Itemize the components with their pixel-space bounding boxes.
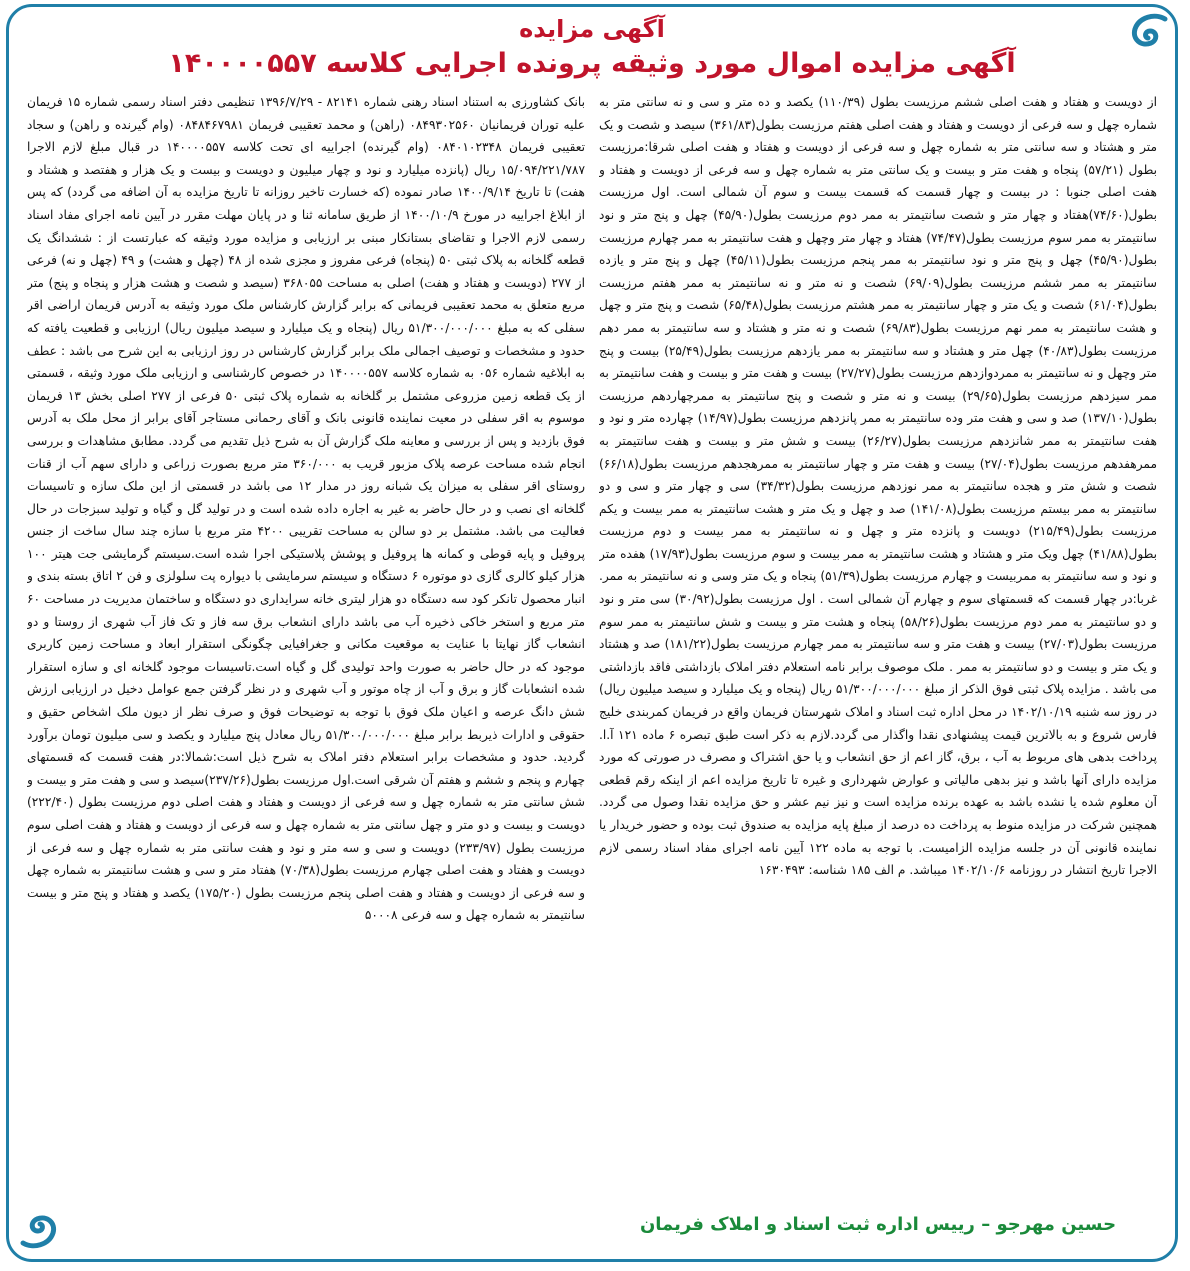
right-column [27,91,585,1247]
left-column [599,91,1157,1247]
ad-header [9,13,1175,83]
left-column-text: از دویست و هفتاد و هفت اصلی ششم مرزیست بطول (۱۱۰/۳۹) یکصد و ده متر و سی و نه سانتی متر به شماره چهل و سه فرعی از دویست و هفتاد و هفت اصلی هفتم مرزیست بطول(۳۶۱/۸۳) سیصد و شصت و یک متر و هشتاد و سه سانتی متر به شماره چهل و سه فرعی از دویست و هفتاد و هفت اصلی شرقا:مرزیست بطول (۵۷/۲۱) پنجاه و هفت متر و بیست و یک سانتی متر به شماره چهل و سه فرعی از دویست و هفتاد و هفت اصلی جنوبا : در بیست و چهار قسمت که قسمت بیست و سوم آن شمالی است. اول مرزیست بطول(۷۴/۶۰)هفتاد و چهار متر و شصت سانتیمتر به ممر دوم مرزیست بطول(۴۵/۹۰) چهل و پنج متر و نود سانتیمتر به ممر سوم مرزیست بطول(۷۴/۴۷) هفتاد و چهار متر وچهل و هفت سانتیمتر به ممر چهارم مرزیست بطول(۴۵/۹۰) چهل و پنج متر و نود سانتیمتر به ممر پنجم مرزیست بطول(۴۵/۱۱) چهل و پنج متر و یازده سانتیمتر به ممر ششم مرزیست بطول(۶۹/۰۹) شصت و نه متر و نه سانتیمتر به ممر هفتم مرزیست بطول(۶۱/۰۴) شصت و یک متر و چهار سانتیمتر به ممر هشتم مرزیست بطول(۶۵/۴۸) شصت و پنج متر و چهل و هشت سانتیمتر به ممر نهم مرزیست بطول(۶۹/۸۳) شصت و نه متر و هشتاد و سه سانتیمتر به ممر دهم مرزیست بطول(۴۰/۸۳) چهل متر و هشتاد و سه سانتیمتر به ممر یازدهم مرزیست بطول(۲۵/۴۹) بیست و پنج متر وچهل و نه سانتیمتر به ممردوازدهم مرزیست بطول(۲۷/۲۷) بیست و هفت متر و بیست و هفت سانتیمتر به ممر سیزدهم مرزیست بطول(۲۹/۶۵) بیست و نه متر و شصت و پنج سانتیمتر به ممرچهاردهم مرزیست بطول(۱۳۷/۱۰) صد و سی و هفت متر وده سانتیمتر به ممر پانزدهم مرزیست بطول(۱۴/۹۷) چهارده متر و نود و هفت سانتیمتر به ممر شانزدهم مرزیست بطول(۲۶/۲۷) بیست و شش متر و بیست و هفت سانتیمتر به ممرهفدهم مرزیست بطول(۲۷/۰۴) بیست و هفت متر و چهار سانتیمتر به ممرهجدهم مرزیست بطول(۶۶/۱۸) شصت و شش متر و هجده سانتیمتر به ممر نوزدهم مرزیست بطول(۳۴/۳۲) سی و چهار متر و سی و دو سانتیمتر به ممر بیستم مرزیست بطول(۱۴۱/۰۸) صد و چهل و یک متر و هشت سانتیمتر به ممر بیست و یکم مرزیست بطول(۲۱۵/۴۹) دویست و پانزده متر و چهل و نه سانتیمتر به ممر بیست و دوم مرزیست بطول(۴۱/۸۸) چهل ویک متر و هشتاد و هشت سانتیمتر به ممر بیست و سوم مرزیست بطول(۱۷/۹۳) هفده متر و نود و سه سانتیمتر به ممربیست و چهارم مرزیست بطول(۵۱/۳۹) پنجاه و یک متر وسی و نه سانتیمتر به ممر. غربا:در چهار قسمت که قسمتهای سوم و چهارم آن شمالی است . اول مرزیست بطول(۳۰/۹۲) سی متر و نود و دو سانتیمتر به ممر دوم مرزیست بطول(۵۸/۲۶) پنجاه و هشت متر و بیست و شش سانتیمتر به ممر سوم مرزیست بطول(۲۷/۰۳) بیست و هفت متر و سه سانتیمتر به ممر چهارم مرزیست بطول(۱۸۱/۲۲) صد و هشتاد و یک متر و بیست و دو سانتیمتر به ممر . ملک موصوف برابر نامه استعلام دفتر املاک بازداشتی فاقد بازداشتی می باشد . مزایده پلاک ثبتی فوق الذکر از مبلغ ۵۱/۳۰۰/۰۰۰/۰۰۰ ریال (پنجاه و یک میلیارد و سیصد میلیون ریال) در روز سه شنبه ۱۴۰۲/۱۰/۱۹ در محل اداره ثبت اسناد و املاک شهرستان فریمان واقع در فریمان کمربندی خلیج فارس شروع و به بالاترین قیمت پیشنهادی نقدا واگذار می گردد.لازم به ذکر است طبق تبصره ۶ ماده ۱۲۱ آ.ا. پرداخت بدهی های مربوط به آب ، برق، گاز اعم از حق انشعاب و یا حق اشتراک و مصرف در صورتی که مورد مزایده دارای آنها باشد و نیز بدهی مالیاتی و عوارض شهرداری و غیره تا تاریخ مزایده اعم از اینکه رقم قطعی آن معلوم شده یا نشده باشد به عهده برنده مزایده است و نیز نیم عشر و حق مزایده نقدا وصول می گردد. همچنین شرکت در مزایده منوط به پرداخت ده درصد از مبلغ پایه مزایده به صندوق ثبت بوده و حضور خریدار یا نماینده قانونی آن در جلسه مزایده الزامیست. با توجه به ماده ۱۲۲ آیین نامه اجرای مفاد اسناد رسمی لازم الاجرا تاریخ انتشار در روزنامه ۱۴۰۲/۱۰/۶ میباشد. م الف ۱۸۵ شناسه: ۱۶۳۰۴۹۳ [599,95,1157,878]
signature: حسین مهرجو – رییس اداره ثبت اسناد و املاک فریمان [639,1214,1117,1236]
ad-frame [6,4,1178,1262]
ad-title: آگهی مزایده [519,15,665,43]
ad-subtitle: آگهی مزایده اموال مورد وثیقه پرونده اجرایی کلاسه ۱۴۰۰۰۰۵۵۷ [168,48,1016,79]
ad-body [27,91,1157,1247]
right-column-text: بانک کشاورزی به استناد اسناد رهنی شماره ۸۲۱۴۱ - ۱۳۹۶/۷/۲۹ تنظیمی دفتر اسناد رسمی شماره ۱۵ فریمان علیه توران فریمانیان ۰۸۴۹۳۰۲۵۶۰ (راهن) و محمد تعقیبی فریمان ۰۸۴۸۴۶۷۹۸۱ (وام گیرنده و راهن) و سجاد تعقیبی فریمان ۰۸۴۰۱۰۲۳۴۸ (وام گیرنده) اجراییه ای تحت کلاسه ۱۴۰۰۰۰۵۵۷ در قبال مبلغ لازم الاجرا ۱۵/۰۹۴/۲۲۱/۷۸۷ ریال (پانزده میلیارد و نود و چهار میلیون و دویست و بیست و یک هزار و هفتصد و هشتاد و هفت) تا تاریخ ۱۴۰۰/۹/۱۴ صادر نموده (که خسارت تاخیر روزانه تا تاریخ مزایده به آن اضافه می گردد) که پس از ابلاغ اجراییه در مورخ ۱۴۰۰/۱۰/۹ از طریق سامانه ثنا و در پایان مهلت مقرر در آیین نامه اجرای مفاد اسناد رسمی لازم الاجرا و تقاضای بستانکار مبنی بر ارزیابی و مزایده مورد وثیقه که عبارتست از : ششدانگ یک قطعه گلخانه به پلاک ثبتی ۵۰ (پنجاه) فرعی مفروز و مجزی شده از ۴۸ (چهل و هشت) و ۴۹ (چهل و نه) فرعی از ۲۷۷ (دویست و هفتاد و هفت) اصلی به مساحت ۳۶۸۰۵۵ (سیصد و شصت و هشت هزار و پنجاه و پنج) متر مربع متعلق به محمد تعقیبی فریمانی که برابر گزارش کارشناس ملک مورد وثیقه به آدرس فریمان اراضی اقر سفلی که به مبلغ ۵۱/۳۰۰/۰۰۰/۰۰۰ ریال (پنجاه و یک میلیارد و سیصد میلیون ریال) ارزیابی و قطعیت یافته که حدود و مشخصات و توصیف اجمالی ملک برابر گزارش کارشناس در روز ارزیابی به این شرح می باشد : عطف به ابلاغیه شماره ۰۵۶ به شماره کلاسه ۱۴۰۰۰۰۵۵۷ در خصوص کارشناسی و ارزیابی ملک مورد وثیقه ، قسمتی از یک قطعه زمین مزروعی مشتمل بر گلخانه به شماره پلاک ثبتی ۵۰ فرعی از ۲۷۷ اصلی بخش ۱۳ فریمان موسوم به اقر سفلی در معیت نماینده قانونی بانک و آقای رحمانی مستاجر آقای برابر از محل ملک به آدرس فوق بازدید و پس از بررسی و معاینه ملک گزارش آن به شرح ذیل تقدیم می گردد. مطابق مشاهدات و بررسی انجام شده مساحت عرصه پلاک مزبور قریب به ۳۶۰/۰۰۰ متر مربع بصورت زراعی و دارای سهم آب از قنات روستای اقر سفلی به میزان یک شبانه روز در مدار ۱۲ می باشد در قسمتی از این ملک سازه و تاسیسات گلخانه ای نصب و در حال حاضر به غیر به اجاره داده شده است و در تولید گل و گیاه و تولید سبزجات در حال فعالیت می باشد. مشتمل بر دو سالن به مساحت تقریبی ۴۲۰۰ متر مربع با سازه چند سال ساخت از جنس پروفیل و پایه قوطی و کمانه ها پروفیل و پوشش پلاستیکی اجرا شده است.سیستم گرمایشی جت هیتر ۱۰۰ هزار کیلو کالری گازی دو موتوره ۶ دستگاه و سیستم سرمایشی با دیواره پت سلولزی و فن ۲ اتاق بسته بندی و انبار محصول تانکر کود سه دستگاه دو هزار لیتری خانه سرایداری دو دستگاه و ساختمان مدیریت در مساحت ۶۰ متر مربع و استخر خاکی ذخیره آب می باشد دارای انشعاب برق سه فاز و تک فاز آب شهری از روستا و دو انشعاب گاز نهایتا با عنایت به موقعیت مکانی و جغرافیایی چگونگی استقرار ابعاد و مساحت زمین کاربری موجود که در حال حاضر به صورت واحد تولیدی گل و گیاه است.تاسیسات موجود گلخانه ای و سازه استقرار شده انشعابات گاز و برق و آب از چاه موتور و آب شهری و در نظر گرفتن جمع عوامل دخیل در ارزیابی ارزش شش دانگ عرصه و اعیان ملک فوق با توجه به توضیحات فوق و صرف نظر از دیون ملک اشخاص حقیق و حقوقی و ادارات ذیربط برابر مبلغ ۵۱/۳۰۰/۰۰۰/۰۰۰ ریال معادل پنج میلیارد و یکصد و سی میلیون تومان برآورد گردید. حدود و مشخصات برابر استعلام دفتر املاک به شرح ذیل است:شمالا:در هفت قسمت که قسمتهای چهارم و پنجم و ششم و هفتم آن شرقی است.اول مرزیست بطول(۲۳۷/۲۶)سیصد و سی و هفت متر و بیست و شش سانتی متر به شماره چهل و سه فرعی از دویست و هفتاد و هفت اصلی دوم مرزیست بطول (۲۲۲/۴۰) دویست و بیست و دو متر و چهل سانتی متر به شماره چهل و سه فرعی از دویست و هفتاد و هفت اصلی سوم مرزیست بطول (۲۳۳/۹۷) دویست و سی و سه متر و نود و هفت سانتی متر به شماره چهل و سه فرعی از دویست و هفتاد و هفت اصلی چهارم مرزیست بطول(۷۰/۳۸) هفتاد متر و سی و هشت سانتیمتر به شماره چهل و سه فرعی از دویست و هفتاد و هفت اصلی پنجم مرزیست بطول (۱۷۵/۲۰) یکصد و هفتاد و پنج متر و بیست سانتیمتر به شماره چهل و سه فرعی ۵۰۰۰۸ [27,95,585,923]
